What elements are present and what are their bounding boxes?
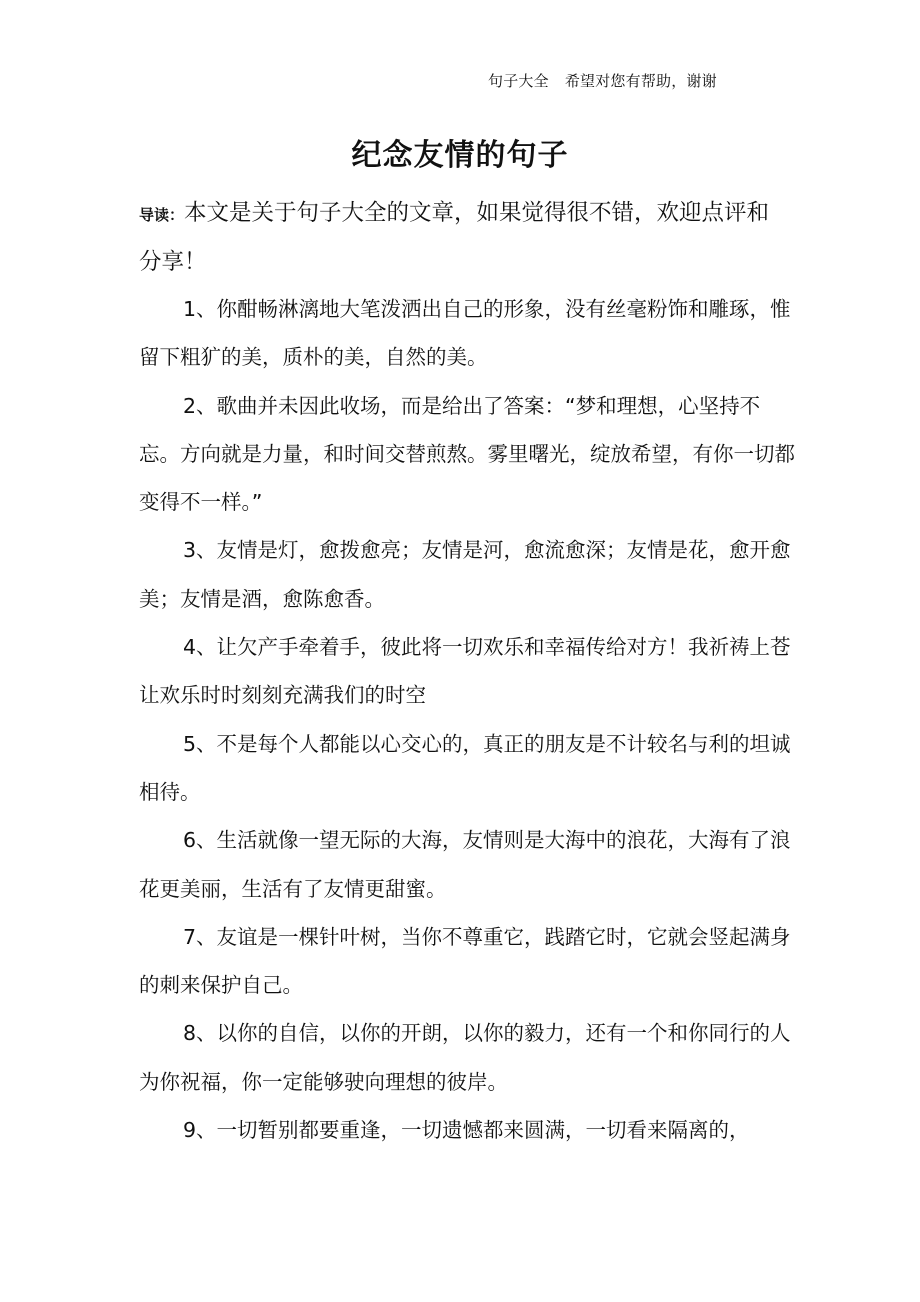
quote-item-6: 6、生活就像一望无际的大海，友情则是大海中的浪花，大海有了浪花更美丽，生活有了友情更甜蜜。 — [139, 828, 791, 901]
header-note — [488, 70, 717, 91]
quote-item-1: 1、你酣畅淋漓地大笔泼洒出自己的形象，没有丝毫粉饰和雕琢，惟留下粗犷的美，质朴的美，自然的美。 — [139, 297, 791, 370]
quote-item-7: 7、友谊是一棵针叶树，当你不尊重它，践踏它时，它就会竖起满身的刺来保护自己。 — [139, 924, 791, 998]
header-tagline: 希望对您有帮助，谢谢 — [564, 72, 717, 90]
intro-paragraph — [139, 190, 789, 286]
quote-item-2: 2、歌曲并未因此收场，而是给出了答案：“梦和理想，心坚持不忘。方向就是力量，和时间交替煎熬。雾里曙光，绽放希望，有你一切都变得不一样。” — [139, 393, 795, 515]
quote-item-5: 5、不是每个人都能以心交心的，真正的朋友是不计较名与利的坦诚相待。 — [139, 731, 791, 804]
quote-item-8: 8、以你的自信，以你的开朗，以你的毅力，还有一个和你同行的人为你祝福，你一定能够驶向理想的彼岸。 — [139, 1021, 791, 1094]
quote-item-9: 9、一切暂别都要重逢，一切遗憾都来圆满，一切看来隔离的， — [183, 1118, 750, 1143]
quote-item-4: 4、让欠产手牵着手，彼此将一切欢乐和幸福传给对方！我祈祷上苍让欢乐时时刻刻充满我们的时空 — [139, 635, 791, 708]
header-site-name: 句子大全 — [488, 72, 549, 90]
intro-text: 本文是关于句子大全的文章，如果觉得很不错，欢迎点评和分享！ — [139, 200, 770, 275]
quote-item-3: 3、友情是灯，愈拨愈亮；友情是河，愈流愈深；友情是花，愈开愈美；友情是酒，愈陈愈香。 — [139, 538, 791, 611]
quote-list — [139, 285, 799, 1154]
page-title: 纪念友情的句子 — [351, 138, 569, 173]
intro-label: 导读： — [139, 206, 185, 224]
